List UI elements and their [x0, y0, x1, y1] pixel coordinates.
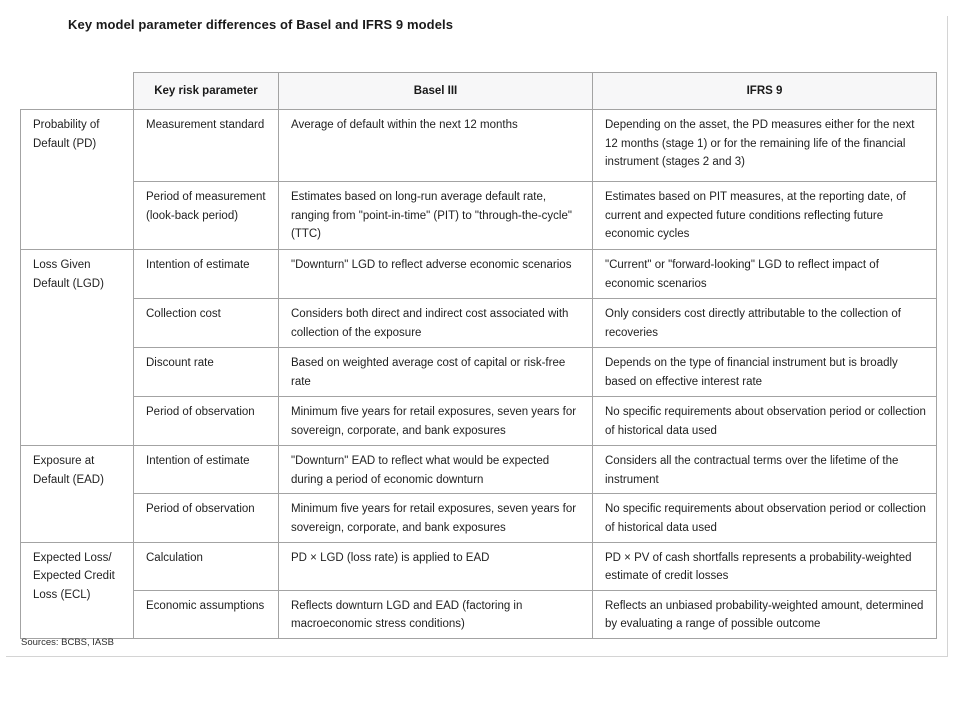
- group-cell-ecl: Expected Loss/ Expected Credit Loss (ECL): [21, 542, 134, 639]
- table-row: [21, 110, 937, 182]
- group-cell-ead: Exposure at Default (EAD): [21, 446, 134, 543]
- parameter-cell: Measurement standard: [134, 110, 279, 182]
- table-row: [21, 446, 937, 494]
- page-frame-right-edge: [947, 16, 948, 657]
- ifrs-cell: No specific requirements about observation period or collection of historical data used: [593, 494, 937, 542]
- parameter-cell: Intention of estimate: [134, 446, 279, 494]
- table-row: [21, 494, 937, 542]
- parameter-cell: Economic assumptions: [134, 590, 279, 638]
- header-cell-basel: Basel III: [279, 73, 593, 110]
- basel-cell: "Downturn" EAD to reflect what would be expected during a period of economic downturn: [279, 446, 593, 494]
- basel-cell: Reflects downturn LGD and EAD (factoring in macroeconomic stress conditions): [279, 590, 593, 638]
- basel-cell: "Downturn" LGD to reflect adverse economic scenarios: [279, 250, 593, 299]
- table-row: [21, 182, 937, 250]
- parameter-cell: Calculation: [134, 542, 279, 590]
- table-row: [21, 590, 937, 638]
- table-row: [21, 542, 937, 590]
- page-frame-bottom-edge: [6, 656, 948, 657]
- corner-cell: [21, 73, 134, 110]
- group-cell-lgd: Loss Given Default (LGD): [21, 250, 134, 446]
- basel-cell: Based on weighted average cost of capital or risk-free rate: [279, 348, 593, 397]
- ifrs-cell: PD × PV of cash shortfalls represents a probability-weighted estimate of credit losses: [593, 542, 937, 590]
- ifrs-cell: No specific requirements about observation period or collection of historical data used: [593, 397, 937, 446]
- header-cell-ifrs: IFRS 9: [593, 73, 937, 110]
- parameter-cell: Period of observation: [134, 397, 279, 446]
- ifrs-cell: "Current" or "forward-looking" LGD to reflect impact of economic scenarios: [593, 250, 937, 299]
- basel-cell: Minimum five years for retail exposures, seven years for sovereign, corporate, and bank exposures: [279, 494, 593, 542]
- group-cell-pd: Probability of Default (PD): [21, 110, 134, 250]
- ifrs-cell: Depends on the type of financial instrument but is broadly based on effective interest rate: [593, 348, 937, 397]
- basel-cell: Considers both direct and indirect cost associated with collection of the exposure: [279, 299, 593, 348]
- parameter-cell: Period of measurement (look-back period): [134, 182, 279, 250]
- comparison-table: [20, 72, 937, 639]
- page-title: Key model parameter differences of Basel and IFRS 9 models: [68, 17, 454, 32]
- parameter-cell: Collection cost: [134, 299, 279, 348]
- ifrs-cell: Only considers cost directly attributable to the collection of recoveries: [593, 299, 937, 348]
- basel-cell: Average of default within the next 12 months: [279, 110, 593, 182]
- parameter-cell: Discount rate: [134, 348, 279, 397]
- table-row: [21, 348, 937, 397]
- table-row: [21, 299, 937, 348]
- parameter-cell: Intention of estimate: [134, 250, 279, 299]
- basel-cell: Minimum five years for retail exposures, seven years for sovereign, corporate, and bank exposures: [279, 397, 593, 446]
- ifrs-cell: Considers all the contractual terms over the lifetime of the instrument: [593, 446, 937, 494]
- table-row: [21, 397, 937, 446]
- sources-note: Sources: BCBS, IASB: [21, 637, 114, 648]
- header-cell-parameter: Key risk parameter: [134, 73, 279, 110]
- basel-cell: PD × LGD (loss rate) is applied to EAD: [279, 542, 593, 590]
- table-row: [21, 250, 937, 299]
- ifrs-cell: Reflects an unbiased probability-weighted amount, determined by evaluating a range of possible outcome: [593, 590, 937, 638]
- ifrs-cell: Depending on the asset, the PD measures either for the next 12 months (stage 1) or for the remaining life of the financial instrument (stages 2 and 3): [593, 110, 937, 182]
- parameter-cell: Period of observation: [134, 494, 279, 542]
- basel-cell: Estimates based on long-run average default rate, ranging from "point-in-time" (PIT) to "through-the-cycle" (TTC): [279, 182, 593, 250]
- header-row: [21, 73, 937, 110]
- ifrs-cell: Estimates based on PIT measures, at the reporting date, of current and expected future conditions reflecting future economic cycles: [593, 182, 937, 250]
